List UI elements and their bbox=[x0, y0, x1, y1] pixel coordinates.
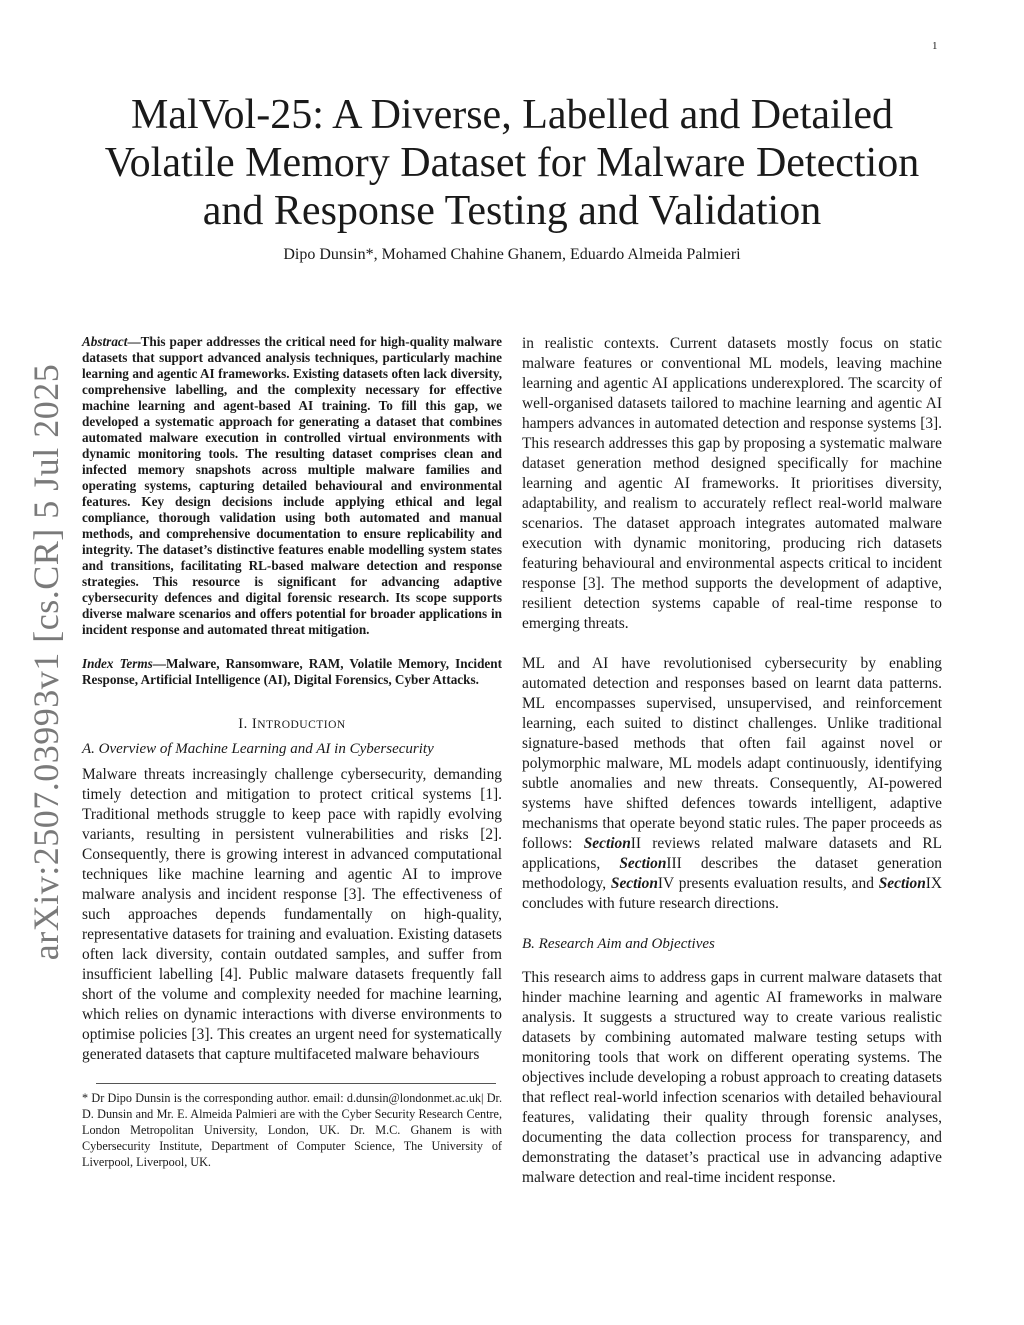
footnote-divider bbox=[96, 1083, 496, 1084]
page-number: 1 bbox=[932, 40, 938, 52]
arxiv-identifier[interactable]: arXiv:2507.03993v1 [cs.CR] 5 Jul 2025 bbox=[26, 363, 66, 961]
section-ref-word: Section bbox=[610, 875, 658, 892]
section-title-initial: I bbox=[251, 716, 258, 732]
section-ref-word: Section bbox=[583, 835, 631, 852]
intro-paragraph-right-1: in realistic contexts. Current datasets mostly focus on static malware features or conventional ML models, leaving machine learning and agentic AI applications underexplored. The scarcity of well-organised datasets tailored to machine learning and agentic AI hampers advances in automated detection and response systems [3]. This research addresses this gap by proposing a systematic malware dataset generation method designed specifically for machine learning and agentic AI frameworks. It prioritises diversity, adaptability, and realism to accurately reflect real-world malware scenarios. The dataset approach integrates automated malware execution with dynamic monitoring, producing rich datasets featuring behavioural and environmental aspects critical to incident response [3]. The method supports the development of adaptive, resilient detection systems capable of real-time response to emerging threats. bbox=[522, 335, 942, 632]
abstract bbox=[82, 334, 502, 638]
intro-paragraph-right-2 bbox=[522, 654, 942, 914]
section-heading-introduction bbox=[82, 714, 502, 735]
index-terms-text: —Malware, Ransomware, RAM, Volatile Memory, Incident Response, Artificial Intelligence (AI), Digital Forensics, Cyber Attacks. bbox=[82, 656, 502, 687]
section-ref-word: Section bbox=[878, 875, 926, 892]
section-number: I. bbox=[238, 716, 248, 732]
author-footnote: * Dr Dipo Dunsin is the corresponding author. email: d.dunsin@londonmet.ac.uk| Dr. D. Dunsin and Mr. E. Almeida Palmieri are with the Cyber Security Research Centre, London Metropolitan University, London, UK. Dr. M.C. Ghanem is with Cybersecurity Institute, Department of Computer Science, The University of Liverpool, Liverpool, UK. bbox=[82, 1091, 502, 1169]
abstract-label: Abstract bbox=[82, 334, 128, 349]
section-ref-ix: IX concludes with future research directions. bbox=[522, 875, 942, 912]
author-list: Dipo Dunsin*, Mohamed Chahine Ghanem, Eduardo Almeida Palmieri bbox=[283, 246, 741, 263]
paragraph-2-lead: ML and AI have revolutionised cybersecurity by enabling automated detection and responses based on learnt data patterns. ML encompasses supervised, unsupervised, and reinforcement learning, each suited to distinct challenges. Unlike traditional signature-based methods that often fail against novel or polymorphic malware, ML models adapt continuously, identifying subtle anomalies and new threats. Consequently, AI-powered systems have shifted defences towards intelligent, adaptive mechanisms that operate beyond static rules. The paper proceeds as follows: bbox=[522, 655, 942, 852]
subsection-heading-b: B. Research Aim and Objectives bbox=[522, 936, 715, 952]
section-ref-iii: III describes the dataset generation methodology, bbox=[522, 855, 942, 892]
paper-title: MalVol-25: A Diverse, Labelled and Detailed Volatile Memory Dataset for Malware Detection and Response Testing and Validation bbox=[104, 92, 920, 234]
index-terms-label: Index Terms bbox=[82, 656, 153, 671]
abstract-text: —This paper addresses the critical need for high-quality malware datasets that support advanced analysis techniques, particularly machine learning and agentic AI frameworks. Existing datasets often lack diversity, comprehensive labelling, and the complexity necessary for effective machine learning and agent-based AI training. To fill this gap, we developed a systematic approach for generating a dataset that combines automated malware execution in controlled virtual environments with dynamic monitoring tools. The resulting dataset comprises clean and infected memory snapshots across multiple malware families and operating systems, capturing detailed behavioural and environmental features. Key design decisions include applying ethical and legal compliance, thorough validation using both automated and manual methods, and comprehensive documentation to ensure replicability and integrity. The dataset’s distinctive features enable modelling system states and transitions, facilitating RL-based malware detection and response strategies. This resource is significant for advancing adaptive cybersecurity defences and digital forensic research. Its scope supports diverse malware scenarios and offers potential for broader applications in incident response and automated threat mitigation. bbox=[82, 334, 502, 637]
section-title-rest: NTRODUCTION bbox=[257, 719, 346, 731]
index-terms bbox=[82, 656, 502, 688]
left-column bbox=[82, 334, 502, 1170]
subsection-heading-a: A. Overview of Machine Learning and AI in Cybersecurity bbox=[82, 741, 434, 757]
section-ref-ii: II reviews related malware datasets and RL applications, bbox=[522, 835, 943, 872]
section-ref-word: Section bbox=[619, 855, 667, 872]
intro-paragraph-left: Malware threats increasingly challenge cybersecurity, demanding timely detection and mitigation to protect critical systems [1]. Traditional methods struggle to keep pace with rapidly evolving variants, resulting in persistent vulnerabilities and risks [2]. Consequently, there is growing interest in advanced computational techniques like machine learning and agentic AI to improve malware analysis and incident response [3]. The effectiveness of such approaches depends fundamentally on high-quality, representative datasets for training and evaluation. Existing datasets often lack diversity, contain outdated samples, and suffer from insufficient labelling [4]. Public malware datasets frequently fall short of the volume and complexity needed for machine learning, which relies on dynamic interactions with diverse environments to optimise policies [3]. This creates an urgent need for systematically generated datasets that capture multifaceted malware behaviours bbox=[82, 766, 502, 1063]
section-ref-iv: IV presents evaluation results, and bbox=[657, 875, 879, 892]
research-aim-paragraph: This research aims to address gaps in current malware datasets that hinder machine learning and agentic AI frameworks in malware analysis. It suggests a structured way to create various realistic datasets by combining automated malware testing setups with monitoring tools that work on different operating systems. The objectives include developing a robust approach to creating datasets that reflect real-world infection scenarios with detailed behavioural features, validating their quality through forensic analyses, documenting the data collection process for transparency, and demonstrating the dataset’s practical use in advancing adaptive malware detection and real-time incident response. bbox=[522, 969, 942, 1186]
right-column bbox=[522, 334, 942, 1208]
